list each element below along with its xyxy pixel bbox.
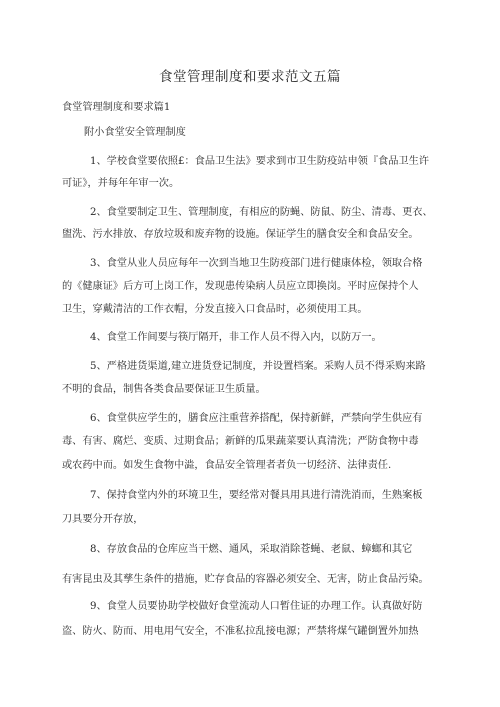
document-title: 食堂管理制度和要求范文五篇 — [159, 69, 341, 85]
paragraph-line: 的《健康证》后方可上岗工作，发现患传染病人员应立即换岗。平时应保持个人 — [62, 281, 419, 292]
paragraph-line: 或农药中而。如发生食物中澁，食品安全管理者者负一切经济、法律责任. — [62, 460, 392, 471]
paragraph-line: 有害昆虫及其孳生条件的措施，贮存食品的容器必须安全、无害，防止食品污染。 — [62, 574, 429, 585]
paragraph-line: 不明的食品，制售各类食品要保证卫生质量。 — [62, 384, 266, 395]
subheading: 附小食堂安全管理制度 — [84, 127, 186, 138]
paragraph-line: 9、食堂人员要协助学校做好食堂流动人口暂住证的办理工作。认真做好防 — [90, 601, 423, 612]
paragraph-line: 刀具要分开存放， — [62, 514, 144, 525]
paragraph-line: 4、食堂工作间要与筷厅隔开，非工作人员不得入内，以防万一。 — [90, 332, 382, 343]
paragraph-line: 盥洗、污水排放、存放垃圾和废弃物的设施。保证学生的膳食安全和食品安全。 — [62, 229, 419, 240]
section-heading: 食堂管理制度和要求篇1 — [62, 102, 171, 113]
paragraph-line: 卫生，穿戴清洁的工作衣帽，分发直接入口食品时，必须使用工具。 — [62, 304, 368, 315]
paragraph-line: 7、保持食堂内外的环境卫生，要经常对餐具用具进行清洗消而，生熟案板 — [90, 490, 423, 501]
paragraph-line: 5、严格进货渠道,建立进货登记制度，并设置档案。采购人员不得采购来路 — [90, 361, 426, 372]
paragraph-line: 1、学校食堂要依照£：食品卫生法》要求到市卫生防疫站申领『食品卫生许 — [90, 156, 429, 167]
paragraph-line: 盗、防火、防而、用电用气安全，不准私拉乱接电源；严禁将煤气罐倒置外加热 — [62, 626, 419, 637]
paragraph-line: 2、食堂要制定卫生、管理制度，有相应的防蝇、防鼠、防尘、清毒、更衣、 — [90, 207, 433, 218]
paragraph-line: 可证》，并每年年审一次。 — [62, 178, 180, 189]
paragraph-line: 3、食堂从业人员应每年一次到当地卫生防疫部门进行健康体检，领取合格 — [90, 258, 423, 269]
paragraph-line: 6、食堂供应学生的，膳食应注重营养搭配，保持新鲜，严禁向学生供应有 — [90, 413, 423, 424]
paragraph-line: 8、存放食品的仓库应当干燃、通风，采取消除苍蝇、老鼠、蟑螂和其它 — [90, 544, 413, 555]
paragraph-line: 毒、有害、腐烂、变质、过期食品；新鲜的瓜果蔬菜要认真清洗；严防食物中毒 — [62, 436, 419, 447]
